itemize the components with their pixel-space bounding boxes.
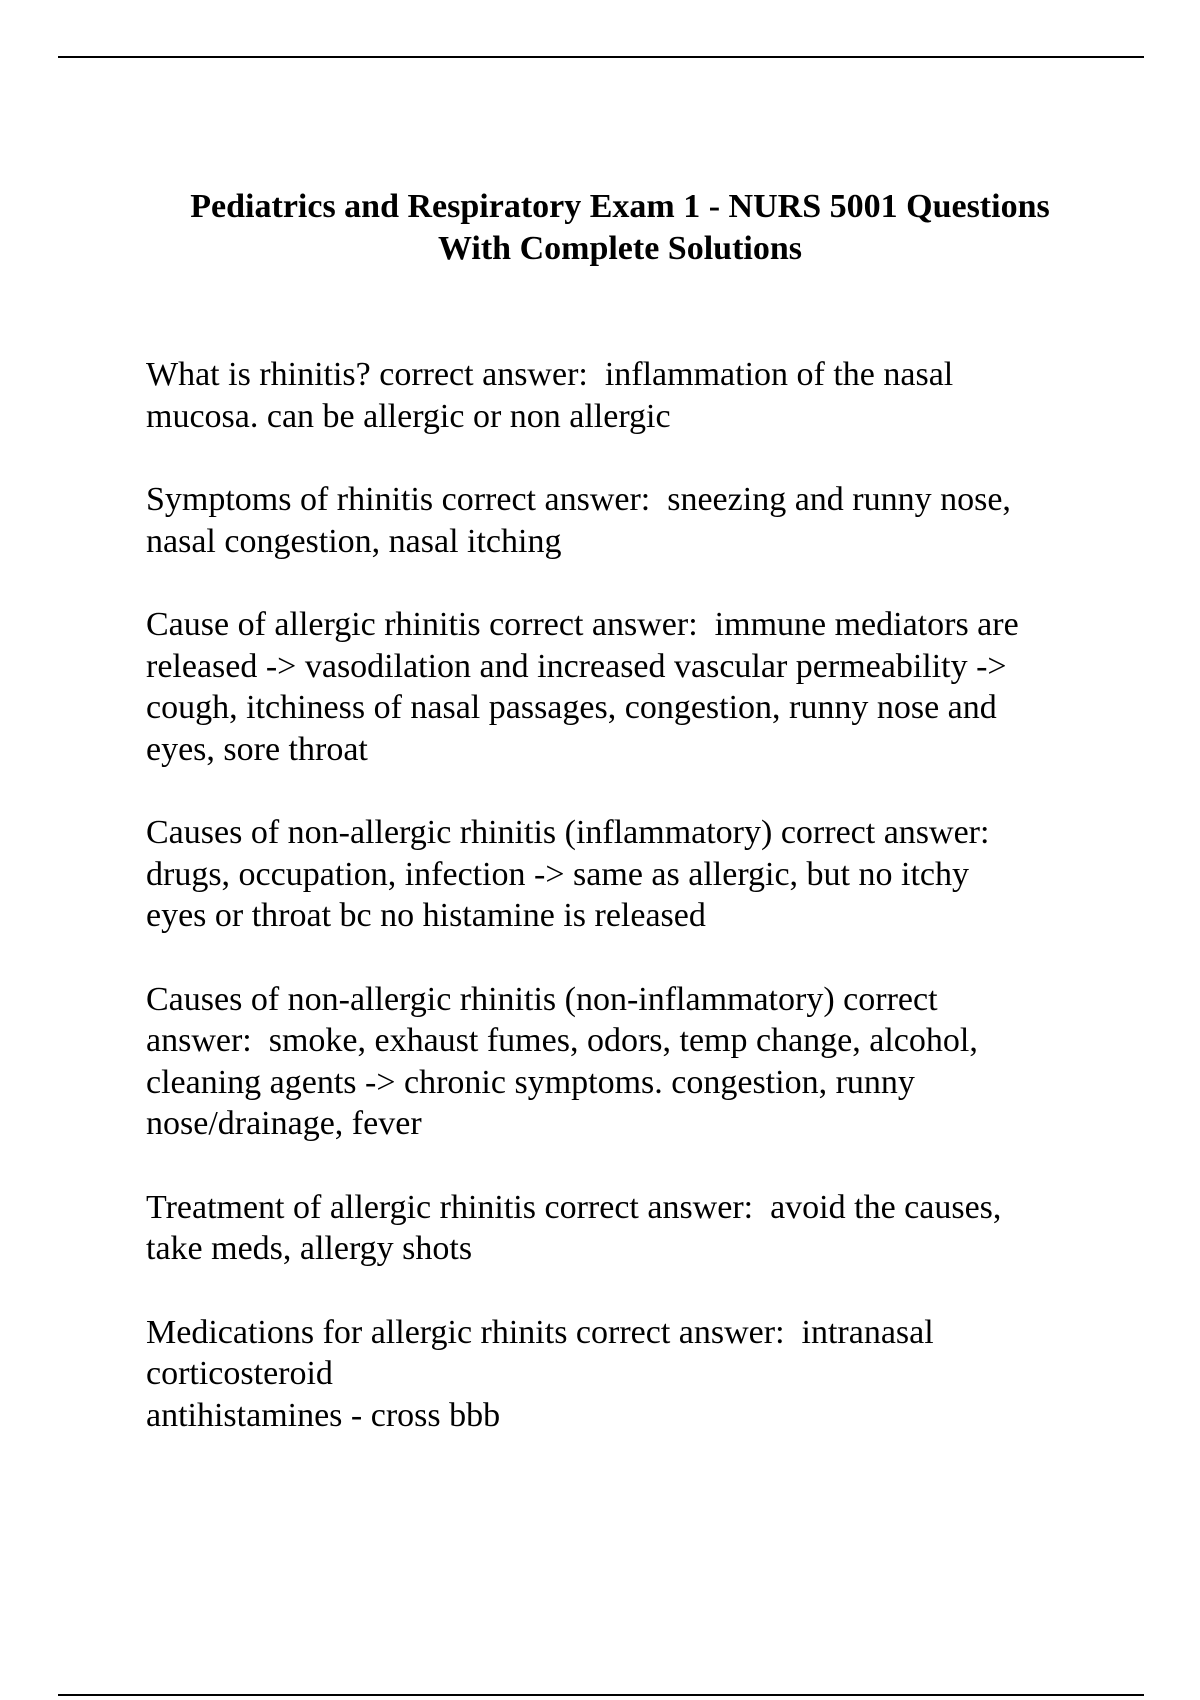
qa-line: nose/drainage, fever [146, 1105, 422, 1142]
qa-line: drugs, occupation, infection -> same as allergic, but no itchy [146, 855, 969, 893]
qa-line: nasal congestion, nasal itching [146, 522, 562, 560]
qa-line: eyes, sore throat [146, 730, 368, 768]
qa-line: released -> vasodilation and increased vascular permeability -> [146, 647, 1007, 685]
title-line: With Complete Solutions [438, 230, 802, 267]
qa-line: corticosteroid [146, 1355, 333, 1392]
qa-line: Causes of non-allergic rhinitis (non-inflammatory) correct [146, 980, 938, 1018]
qa-line: take meds, allergy shots [146, 1230, 473, 1267]
bottom-rule [58, 1694, 1144, 1696]
question-answer-list [146, 354, 1096, 1478]
qa-line: Treatment of allergic rhinitis correct answer: avoid the causes, [146, 1188, 1002, 1226]
qa-item-non-allergic-non-inflammatory [146, 979, 1096, 1145]
qa-item-non-allergic-inflammatory [146, 812, 1096, 937]
qa-item-treatment-allergic-rhinitis [146, 1187, 1096, 1270]
qa-line: What is rhinitis? correct answer: inflammation of the nasal [146, 356, 954, 393]
qa-line: Cause of allergic rhinitis correct answer: immune mediators are [146, 606, 1019, 643]
qa-line: eyes or throat bc no histamine is released [146, 897, 706, 934]
qa-line: antihistamines - cross bbb [146, 1396, 501, 1434]
qa-line: mucosa. can be allergic or non allergic [146, 397, 671, 435]
qa-line: Medications for allergic rhinits correct answer: intranasal [146, 1313, 934, 1351]
top-rule [58, 56, 1144, 58]
qa-item-symptoms-of-rhinitis [146, 479, 1096, 562]
qa-item-cause-of-allergic-rhinitis [146, 604, 1096, 770]
title-line: Pediatrics and Respiratory Exam 1 - NURS 5001 Questions [190, 188, 1050, 225]
qa-line: Causes of non-allergic rhinitis (inflammatory) correct answer: [146, 814, 990, 851]
qa-item-what-is-rhinitis [146, 354, 1096, 437]
qa-line: cleaning agents -> chronic symptoms. congestion, runny [146, 1063, 915, 1101]
document-title [140, 186, 1100, 270]
qa-item-medications-allergic-rhinitis [146, 1312, 1096, 1437]
qa-line: Symptoms of rhinitis correct answer: sneezing and runny nose, [146, 481, 1011, 518]
qa-line: answer: smoke, exhaust fumes, odors, temp change, alcohol, [146, 1022, 978, 1059]
qa-line: cough, itchiness of nasal passages, congestion, runny nose and [146, 689, 997, 726]
